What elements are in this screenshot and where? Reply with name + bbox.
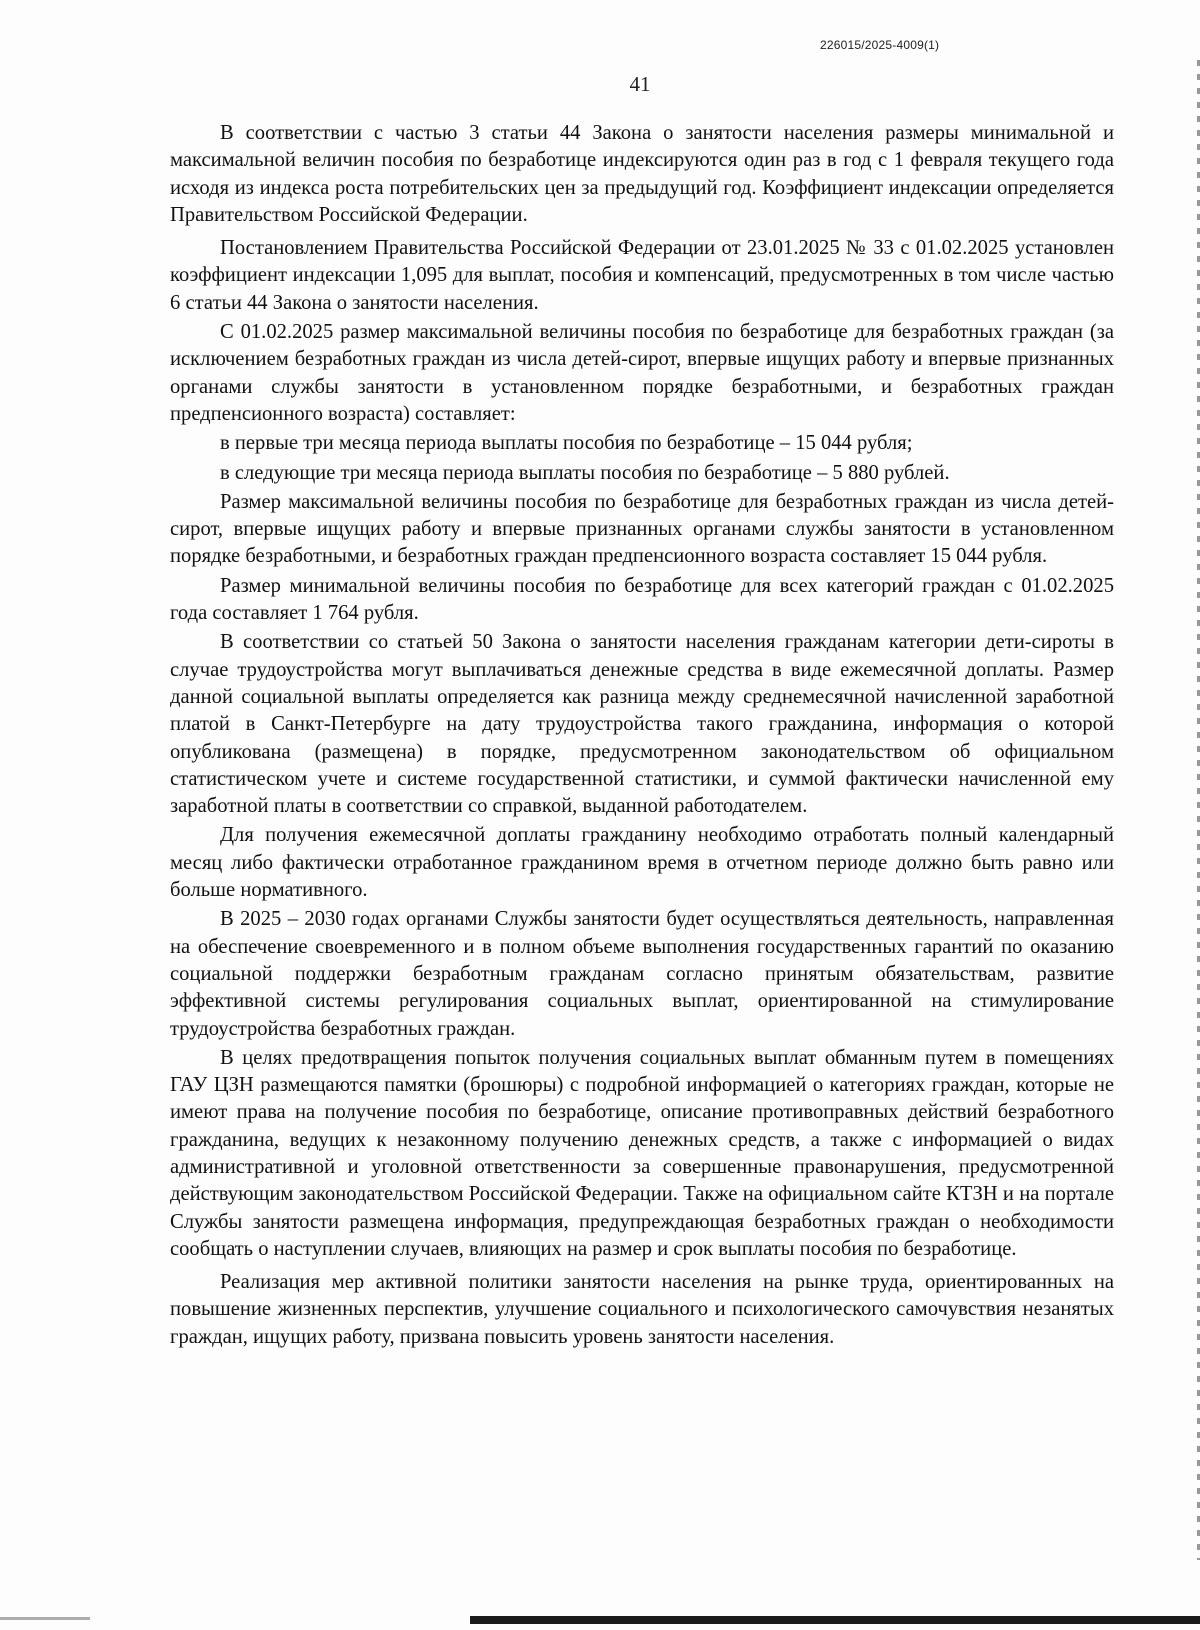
document-registration-number: 226015/2025-4009(1) (820, 38, 940, 52)
paragraph-max-benefit: С 01.02.2025 размер максимальной величины пособия по безработице для безработных граждан (за исключением безработных граждан из числа детей-сирот, впервые ищущих работу и впервые признанных органами службы занятости в установленном порядке безработными, и безработных граждан предпенсионного возраста) составляет: (170, 321, 1114, 425)
paragraph-active-policy: Реализация мер активной политики занятости населения на рынке труда, ориентированных на повышение жизненных перспектив, улучшение социального и психологического самочувствия незанятых граждан, ищущих работу, призвана повысить уровень занятости населения. (170, 1271, 1114, 1348)
paragraph-fraud-prevention: В целях предотвращения попыток получения социальных выплат обманным путем в помещениях ГАУ ЦЗН размещаются памятки (брошюры) с подробной информацией о категориях граждан, которые не имеют права на получение пособия по безработице, описание противоправных действий безработного гражданина, ведущих к незаконному получению денежных средств, а также с информацией о видах административной и уголовной ответственности за совершенные правонарушения, предусмотренной действующим законодательством Российской Федерации. Также на официальном сайте КТЗН и на портале Службы занятости размещена информация, предупреждающая безработных граждан о необходимости сообщать о наступлении случаев, влияющих на размер и срок выплаты пособия по безработице. (170, 1046, 1114, 1260)
document-body (170, 120, 1114, 1353)
paragraph-monthly-payment: Для получения ежемесячной доплаты гражданину необходимо отработать полный календарный месяц либо фактически отработанное гражданином время в отчетном периоде должно быть равно или больше нормативного. (170, 824, 1114, 902)
paragraph-max-benefit-orphans: Размер максимальной величины пособия по безработице для безработных граждан из числа детей-сирот, впервые ищущих работу и впервые признанных органами службы занятости в установленном порядке безработными, и безработных граждан предпенсионного возраста составляет 15 044 рубля. (170, 490, 1114, 568)
paragraph-first-three-months: в первые три месяца периода выплаты пособия по безработице – 15 044 рубля; (220, 432, 913, 455)
scan-bottom-artifact (470, 1616, 1200, 1624)
scan-bottom-left-artifact (0, 1617, 90, 1620)
paragraph-min-benefit: Размер минимальной величины пособия по безработице для всех категорий граждан с 01.02.2025 года составляет 1 764 рубля. (170, 574, 1114, 625)
page-number: 41 (629, 72, 651, 96)
paragraph-2025-2030: В 2025 – 2030 годах органами Службы занятости будет осуществляться деятельность, направленная на обеспечение своевременного и в полном объеме выполнения государственных гарантий по оказанию социальной поддержки безработным гражданам согласно принятым обязательствам, развитие эффективной системы регулирования социальных выплат, ориентированной на стимулирование трудоустройства безработных граждан. (170, 908, 1114, 1040)
paragraph-article-50: В соответствии со статьей 50 Закона о занятости населения гражданам категории дети-сироты в случае трудоустройства могут выплачиваться денежные средства в виде ежемесячной доплаты. Размер данной социальной выплаты определяется как разница между среднемесячной начисленной заработной платой в Санкт-Петербурге на дату трудоустройства такого гражданина, информация о которой опубликована (размещена) в порядке, предусмотренном законодательством об официальном статистическом учете и системе государственной статистики, и суммой фактически начисленной ему заработной платы в соответствии со справкой, выданной работодателем. (170, 631, 1114, 818)
paragraph-indexation: В соответствии с частью 3 статьи 44 Закона о занятости населения размеры минимальной и максимальной величин пособия по безработице индексируются один раз в год с 1 февраля текущего года исходя из индекса роста потребительских цен за предыдущий год. Коэффициент индексации определяется Правительством Российской Федерации. (170, 122, 1114, 226)
paragraph-next-three-months: в следующие три месяца периода выплаты пособия по безработице – 5 880 рублей. (220, 461, 950, 484)
paragraph-government-decree: Постановлением Правительства Российской Федерации от 23.01.2025 № 33 с 01.02.2025 установлен коэффициент индексации 1,095 для выплат, пособия и компенсаций, предусмотренных в том числе частью 6 статьи 44 Закона о занятости населения. (170, 237, 1114, 314)
